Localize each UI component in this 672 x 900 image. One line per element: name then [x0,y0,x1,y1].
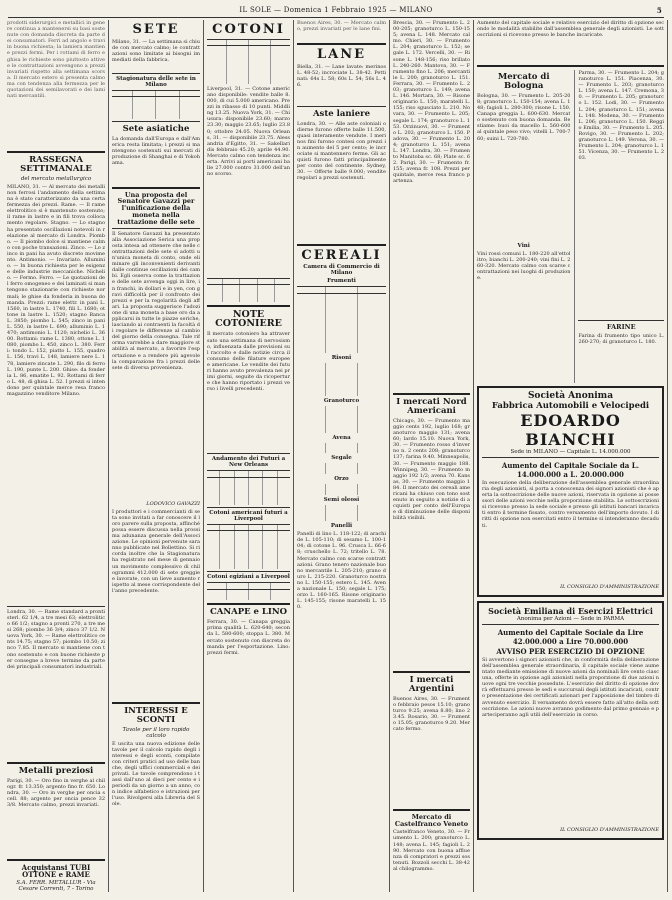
cereali-table [297,406,386,433]
article-text: Buenos Aires, 30. — Frumento febbraio pesos 15.10; granoturco 9.25; avena 8.80; lino 23.45. Rosario, 30. — Frumento 15.05; granoturco 9.20. Mercato fermo. [393,695,470,733]
column-2 [109,20,204,892]
futuri-table [207,524,290,569]
divider [297,244,386,246]
article-text: Panelli di lino L. 118-122; di arachide L. 105-110; di sesamo L. 100-104; di cotone L. 96. Crusca L. 66-68; cruschello L. 72; tritello L. 78. Mercato calmo con scarse contrattazioni. Grano tenero nazionale buono mercantile L. 205-210; grano duro L. 215-220. Granoturco nostrano L. 150-155; estero L. 145. Avena nazionale L. 150; segale L. 175; orzo L. 160-165. Risone originario L. 145-155; risone maratelli L. 150. [297,531,386,611]
masthead [8,6,664,18]
divider [297,106,386,107]
article-text: I produttori e i commercianti di seta sono invitati a far conoscere il loro parere sulla proposta, affinché possa essere discussa nella prossima adunanza generale dell'Associazione. Le opinioni pervenute saranno pubblicate nel Bollettino. Si ricorda inoltre che la Stagionatura ha registrato nel mese di gennaio un movimento complessivo di chilogrammi 412.000 di sete greggie e lavorate, con un lieve aumento rispetto al mese corrispondente dell'anno precedente. [112,508,200,594]
cereali-table [297,286,386,353]
ad-text: In esecuzione della deliberazione dell'assemblea generale straordinaria degli azionisti, si porta a conoscenza dei signori azionisti che è aperta la sottoscrizione delle nuove azioni, riservata in opzione ai possessori delle azioni vecchie nella proporzione stabilita. Le sottoscrizioni si ricevono presso la sede sociale e presso gli istituti bancari incaricati entro il termine fissato, contro versamento dell'importo dovuto. I diritti di opzione non esercitati entro il termine si intenderanno decaduti. [482,479,659,529]
table-title: Andamento dei Futuri a New Orleans [211,456,286,469]
divider [393,809,470,811]
divider [482,624,659,625]
article-heading: Una proposta del Senatore Gavazzi per l'unificazione della moneta nella trattazione delle sete [117,190,195,226]
table-title: Risoni [331,355,352,362]
section-heading: CEREALI [301,247,382,263]
article-text: Bologna, 30. — Frumento L. 205-208; granoturco L. 150-154; avena L. 148; fagioli L. 280-300; risone L. 150. Canapa greggia L. 600-630. Mercato sostenuto con buona domanda. Bestiame: buoi da macello L. 560-600 al quintale peso vivo; vitelli L. 700-760; suini L. 720-780. [477,92,571,142]
article-text: Parigi, 30. — Oro fino in verghe al chilogr. fr. 13.350; argento fino fr. 650. Londra, 30. — Oro in verghe per oncia scell. 88; argento per oncia pence 32 3/8. Mercato calmo, prezzi invariati. [7,777,105,809]
article-text: Londra, 30. — Rame standard a pronti sterl. 62 1/4, a tre mesi 63; elettrolitico 66 1/2; stagno a pronti 270, a tre mesi 268; piombo 36 3/4; zinco 37 1/2. Nuova York, 30. — Rame elettrolitico cents 14.75; stagno 57; piombo 10.50; zinco 7.85. Il mercato si mantiene con tono sostenuto e con buone richieste per consegne a breve termine da parte dei principali consumatori industriali. [7,608,105,670]
section-heading: Aste laniere [312,108,371,119]
ad-subheadline: AVVISO PER ESERCIZIO DI OPZIONE [496,646,645,656]
section-heading: LANE [316,47,367,62]
divider [7,859,105,861]
divider [7,151,105,153]
section-heading: RASSEGNA SETTIMANALE [20,155,92,174]
ad-headline: Aumento del Capitale Sociale da L. 14.000.000 a L. 20.000.000 [501,460,640,479]
article-text: Chicago, 30. — Frumento maggio cents 192, luglio 168; granoturco maggio 131; avena 60; lardo 15.10. Nuova York, 30. — Frumento rosso d'inverno n. 2 cents 208; granoturco 137; farina 9.40. Minneapolis, 30. — Frumento maggio 188. Winnipeg, 30. — Frumento maggio 192 1/2; avena 70. Kansas, 30. — Frumento maggio 184. Il mercato dei cereali americani ha chiuso con tono sostenuto in seguito a notizie di acquisti per conto dell'Europa e di diminuzione delle disponibilità visibili. [393,417,470,522]
cotoni-table [207,39,290,84]
column-5 [390,20,474,892]
divider [112,73,200,74]
section-heading: Mercato di Bologna [497,72,550,91]
emiliana-ad [477,601,664,840]
table-title: Cotoni egiziani a Liverpool [207,574,290,581]
column-3 [204,20,294,892]
article-text: Farina di frumento tipo unico L. 260-270; di granoturco L. 180. [578,332,664,345]
section-heading: I mercati Nord Americani [396,397,467,416]
section-heading: CANAPE e LINO [209,607,288,618]
cereali-table [297,463,386,474]
article-text: Castelfranco Veneto, 30. — Frumento L. 200; granoturco L. 148; avena L. 145; fagioli L. 290. Mercato con buona affluenza di compratori e prezzi sostenuti. Bozzoli secchi L. 38-42 al chilogrammo. [393,829,470,872]
article-text: Parma, 30. — Frumento L. 204; granoturco L. 151. Piacenza, 30. — Frumento L. 203; granoturco L. 150; avena L. 147. Cremona, 30. — Frumento L. 205; granoturco L. 152. Lodi, 30. — Frumento L. 204; granoturco L. 151; avena L. 148. Modena, 30. — Frumento L. 206; granoturco L. 150. Reggio Emilia, 30. — Frumento L. 205. Rovigo, 30. — Frumento L. 202; granoturco L. 149. Verona, 30. — Frumento L. 204; granoturco L. 151. Vicenza, 30. — Frumento L. 203. [578,70,664,162]
cereali-table [297,363,386,395]
divider [297,43,386,45]
section-subheading: Tavole per il loro rapido calcolo [122,726,190,739]
table-title: Orzo [334,476,349,483]
table-title: Semi oleosi [323,496,360,503]
ad-company-name: EDOARDO BIANCHI [520,410,621,449]
article-text: È uscita una nuova edizione delle tavole per il calcolo rapido degli interessi e degli sconti, compilate con criteri pratici ad uso delle banche, degli uffici commerciali e dei privati. Le tavole comprendono i tassi dall'uno al dieci per cento e i periodi da un giorno a un anno, con indice alfabetico e istruzioni per l'uso. Rivolgersi alla Libreria del Sole. [112,740,200,808]
section-heading: FARINE [606,323,636,331]
egiziani-table [207,582,290,600]
article-text: Liverpool, 31. — Cotone americano disponibile: vendite balle 8.000, di cui 5.000 americano. Prezzi in ribasso di 10 punti. Middling 13.25. Nuova York, 31. — Chiusura: disponibile 23.60; marzo 23.30; maggio 23.65; luglio 23.80; ottobre 24.05. Nuova Orleans, 31. — disponibile 23.75. Alessandria d'Egitto, 31. — Sakellaridis febbraio 45.20; aprile 44.90. Mercato calmo con tendenza incerta. Arrivi ai porti americani balle 27.000 contro 31.000 dell'anno scorso. [207,85,290,178]
divider [393,671,470,673]
article-text: Aumento del capitale sociale e relativo esercizio del diritto di opzione secondo le modalità stabilite dall'assemblea generale degli azionisti. Le sottoscrizioni si ricevono presso le banche incaricate. [477,20,664,39]
divider [207,453,290,454]
bologna-section [477,70,664,383]
section-heading: I mercati Argentini [408,674,455,694]
bologna-left [477,70,570,383]
article-text: prodotti siderurgici e metallici in genere continua a mantenersi su basi sostenute con domanda discreta da parte dei consumatori. Ferri ad angolo e travi in buona richiesta; la lamiera mantiene prezzi fermi. Per i rottami di ferro e ghisa le richieste sono piuttosto attive e le contrattazioni avvengono a prezzi invariati rispetto alla settimana scorsa. Il mercato estero si presenta calmo ma con tendenza alla fermezza per le quotazioni dei semilavorati e dei laminati mercantili. [7,20,105,100]
ad-company-seat: Anonima per Azioni — Sede in PARMA [516,615,625,622]
article-text: Vini rossi comuni L. 180-220 all'ettolitro; bianchi L. 200-240; vini fini L. 260-320. Mercato calmo con scarse contrattazioni nei luoghi di produzione. [477,250,571,282]
article-text: Il Senatore Gavazzi ha presentato alla Associazione Serica una proposta intesa ad ottenere che nelle contrattazioni delle sete si adotti un'unica moneta di conto, onde eliminare gli inconvenienti derivanti dalle continue oscillazioni dei cambi. Egli osserva come la trattazione delle sete avvenga oggi in lire, in franchi, in dollari e in yen, con gravi difficoltà per il confronto dei prezzi e per la regolarità degli affari. La proposta suggerisce l'adozione di una moneta a base oro da applicarsi in tutte le piazze seriche, lasciando ai contraenti la facoltà di regolare le differenze al cambio del giorno della consegna. Tale riforma varrebbe a dare maggiore stabilità al mercato, a favorire l'esportazione e a rendere più agevole la comparazione fra i prezzi delle sete di diversa provenienza. [112,230,200,371]
bologna-right [574,70,664,383]
divider [207,507,290,508]
section-heading: Sete asiatiche [122,123,190,134]
column-4 [294,20,390,892]
ad-signature: IL CONSIGLIO D'AMMINISTRAZIONE [560,826,659,833]
masthead-title: IL SOLE — Domenica 1 Febbraio 1925 — MILANO [239,6,433,14]
section-heading: SETE [132,22,180,37]
bianchi-ad [477,386,664,597]
section-subheading: del mercato metallurgico [20,175,92,182]
cereali-table [297,443,386,454]
ad-company-type: Società Anonima [527,390,614,401]
divider [112,702,200,704]
divider [207,305,290,307]
divider [482,457,659,458]
cereali-table [297,505,386,521]
ad-text: Si avvertono i signori azionisti che, in conformità della deliberazione dell'assemblea generale straordinaria, il capitale sociale viene aumentato mediante emissione di nuove azioni da nominali lire cento ciascuna, offerte in opzione agli azionisti nella proporzione di due azioni nuove ogni tre vecchie possedute. L'esercizio del diritto di opzione dovrà effettuarsi presso le sedi e succursali degli istituti incaricati, contro presentazione dei certificati azionari per l'apposizione del timbro di avvenuto esercizio. Il versamento dovrà essere fatto all'atto della sottoscrizione. Le azioni nuove avranno godimento dal primo gennaio e parteciperanno agli utili dell'esercizio in corso. [482,656,659,718]
article-text: Brescia, 30. — Frumento L. 200-205; granoturco L. 150-155; avena L. 148. Mercato calmo. Chieri, 30. — Frumento L. 204; granoturco L. 152; segale L. 172. Vercelli, 30. — Risone L. 148-156; riso brillato L. 240-260. Mantova, 30. — Frumento fino L. 206; mercantile L. 200; granoturco L. 151. Ferrara, 30. — Frumento L. 203; granoturco L. 149; avena L. 146. Mortara, 30. — Risone originario L. 150; maratelli L. 155; riso sgusciato L. 210. Novara, 30. — Frumento L. 205; segale L. 174; granoturco L. 153. Orzinuovi, 30. — Frumento L. 202; granoturco L. 150. Padova, 30. — Frumento L. 204; granoturco L. 151; avena L. 147. Londra, 30. — Frumento Manitoba sc. 68; Plate sc. 62. Parigi, 30. — Frumento fr. 155; avena fr. 108. Prezzi per quintale, merce resa franco partenza. [393,20,470,185]
ad-heading: Acquistansi TUBI OTTONE e RAME [21,862,91,880]
section-heading: Mercato di Castelfranco Veneto [394,812,469,828]
stagionatura-table [112,90,200,119]
divider [112,121,200,122]
article-text: Ferrara, 30. — Canapa greggia prima qualità L. 620-640; seconda L. 580-600; stoppa L. 380. Mercato sostenuto con discreta domanda per l'esportazione. Lino: prezzi fermi. [207,619,290,656]
article-text: Londra, 30. — Alle aste coloniali odierne furono offerte balle 11.500, quasi interamente vendute. I merinos fini furono contesi con prezzi in aumento del 5 per cento; le incrociate si mantennero ferme. Gli acquisti furono fatti principalmente per conto del continente. Sydney, 30. — Offerte balle 9.000; vendite regolari a prezzi sostenuti. [297,120,386,182]
divider [207,571,290,572]
section-subheading: Vini [517,242,530,249]
table-title: Panelli [330,523,353,530]
ad-headline: Aumento del Capitale Sociale da Lire 42.000.000 a Lire 70.000.000 [497,627,644,646]
page-number: 5 [656,6,662,15]
article-text: Il mercato cotoniero ha attraversato una settimana di nervosismo, influenzata dalle previsioni sul raccolto e dalle notizie circa il consumo delle filature europee e americane. Le vendite dei futuri hanno avuto prevalenza nei primi giorni, seguite da ricoperture che hanno riportato i prezzi verso i livelli precedenti. [207,331,290,393]
section-subheading: Camera di Commercio di Milano [303,264,380,277]
cotoni-table [207,278,290,302]
table-title: Segale [331,455,352,462]
divider [207,603,290,605]
column-1 [4,20,109,892]
column-6 [474,20,668,892]
section-heading: NOTE COTONIERE [215,308,282,330]
section-heading: INTERESSI E SCONTI [124,705,188,725]
article-text: Buenos Aires, 30. — Mercato calmo, prezzi invariati per le lane fini. [297,20,386,33]
divider [7,762,105,764]
futuri-table [207,470,290,504]
section-heading: Metalli preziosi [18,765,94,776]
divider [7,606,105,607]
table-title: Avena [332,434,351,441]
divider [477,65,664,67]
ad-company-seat: Sede in MILANO — Capitale L. 14.000.000 [510,448,631,455]
ad-company-name: Società Emiliana di Esercizi Elettrici [488,605,653,616]
table-title: Frumenti [327,278,356,285]
ad-signature: IL CONSIGLIO D'AMMINISTRAZIONE [560,583,659,590]
divider [393,393,470,395]
signature: LODOVICO GAVAZZI [146,500,200,507]
table-title: Cotoni americani futuri a Liverpool [209,509,288,522]
divider [112,228,200,229]
section-heading: COTONI [212,22,285,37]
article-text: La domanda dall'Europa e dall'America resta limitata; i prezzi si mantengono sostenuti sui mercati di produzione di Shanghai e di Yokohama. [112,135,200,166]
article-text: MILANO, 31. — Al mercato dei metalli non ferrosi l'andamento della settimana è stato caratterizzato da una certa fermezza dei prezzi. Rame. — Il rame elettrolitico si è mantenuto sostenuto; il rame in lastre e in fili trova collocamento regolare. Stagno. — Lo stagno ha presentato oscillazioni notevoli in relazione al mercato di Londra. Piombo. — Il piombo dolce si mantiene calmo con poche transazioni. Zinco. — Lo zinco in pani ha avuto discreto movimento. Antimonio. — Invariato. Alluminio. — In buona richiesta per le esigenze delle industrie meccaniche. Nichelio. — Fermo. Ferro. — Le quotazioni del ferro omogeneo e dei laminati si mantengono stazionarie con richieste normali; le ghise da fonderia in buona domanda. Prezzi: rame elettr. in pani L. 1560, in lastre L. 1740, fili L. 1680; ottone in lastre L. 1520; stagno Banca L. 3850; piombo L. 545; zinco in pani L. 550, in lastre L. 690; alluminio L. 1470; antimonio L. 1120; nichelio L. 3600. Rottami: rame L. 1380, ottone L. 1080, piombo L. 450, zinco L. 380. Ferri: tondo L. 152, piatto L. 155, quadro L. 156, travi L. 148, lamiere nere L. 178, lamiere zincate L. 290, filo di ferro L. 190, punte L. 200. Ghise: da fonderia L. 86, ematite L. 92. Rottami di ferro L. 48, di ghisa L. 52. I prezzi si intendono per quintale merce resa franco magazzino venditore Milano. [7,183,105,398]
divider [578,320,664,321]
table-title: Granoturco [323,397,360,404]
ad-subheading: S.A. FERR. METALLUR - Via Cesare Correnti, 7 - Torino [16,880,96,892]
article-text: Biella, 31. — Lane lavate: merinos L. 48-52; incrociate L. 38-42. Pettinati: 64s L. 58; 60s L. 54; 56s L. 46. [297,63,386,88]
article-text: Milano, 31. — La settimana si chiude con mercato calmo; le contrattazioni sono limitate ai bisogni immediati della fabbrica. [112,38,200,63]
ad-company-line: Fabbrica Automobili e Velocipedi [491,400,650,411]
divider [112,187,200,189]
cereali-table [297,484,386,495]
table-title: Stagionatura delle sete in Milano [116,75,196,88]
